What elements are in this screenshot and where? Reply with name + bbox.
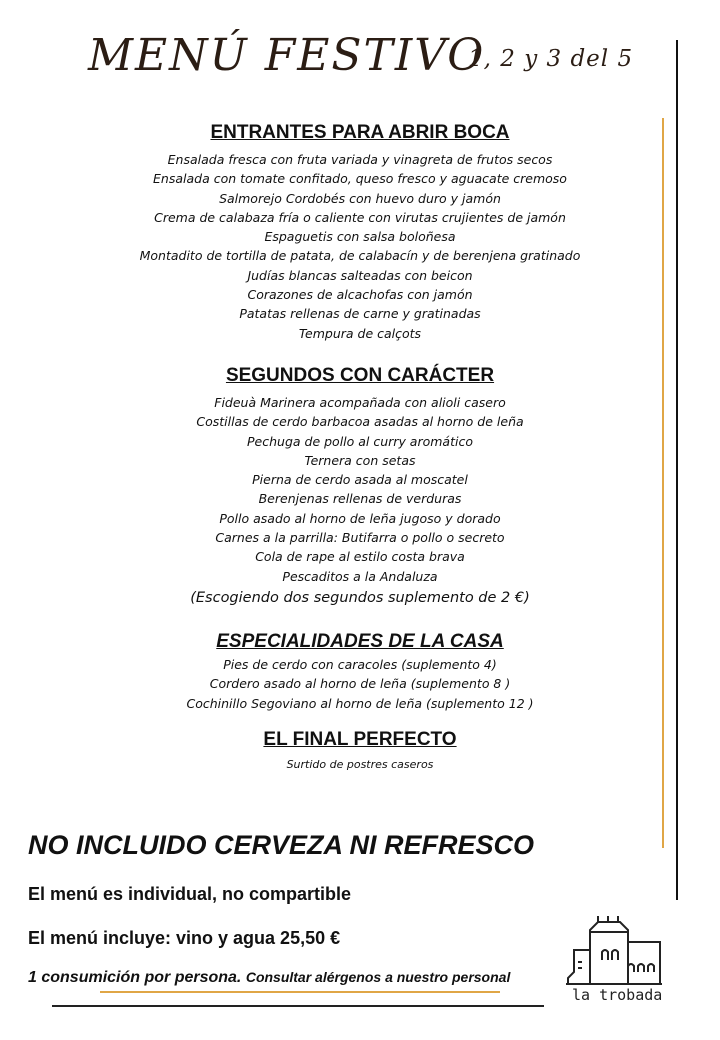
list-item: Pollo asado al horno de leña jugoso y dorado: [219, 510, 501, 526]
list-item: Cola de rape al estilo costa brava: [255, 549, 465, 565]
allergens-text: Consultar alérgenos a nuestro personal: [245, 969, 511, 985]
list-item: Ensalada con tomate confitado, queso fresco y aguacate cremoso: [153, 171, 567, 187]
list-item: Berenjenas rellenas de verduras: [258, 491, 462, 507]
section-title: ESPECIALIDADES DE LA CASA: [216, 631, 504, 652]
list-item: Pechuga de pollo al curry aromático: [247, 433, 473, 449]
not-included-banner: NO INCLUIDO CERVEZA NI REFRESCO: [28, 830, 535, 860]
list-item: Montadito de tortilla de patata, de calabacín y de berenjena gratinado: [139, 248, 581, 264]
list-item: Patatas rellenas de carne y gratinadas: [239, 306, 481, 322]
list-item: Espaguetis con salsa boloñesa: [264, 229, 456, 245]
list-item: Cordero asado al horno de leña (suplemento 8 ): [209, 676, 511, 692]
section-postres: [40, 727, 680, 774]
list-item: Pies de cerdo con caracoles (suplemento 4): [223, 657, 497, 672]
price-line: El menú incluye: vino y agua 25,50 €: [28, 928, 341, 948]
menu-dates: 1, 2 y 3 del 5: [468, 46, 634, 72]
list-item: Corazones de alcachofas con jamón: [247, 287, 473, 303]
list-item: Ensalada fresca con fruta variada y vinagreta de frutos secos: [167, 152, 553, 167]
individual-note: El menú es individual, no compartible: [28, 884, 352, 904]
list-item: Crema de calabaza fría o caliente con virutas crujientes de jamón: [154, 209, 566, 225]
menu-title: MENÚ FESTIVO: [88, 30, 486, 81]
list-item: Ternera con setas: [304, 452, 416, 468]
section-title: SEGUNDOS CON CARÁCTER: [225, 365, 495, 386]
consumption-text: 1 consumición por persona.: [28, 969, 242, 986]
list-item: Judías blancas salteadas con beicon: [247, 267, 473, 283]
section-segundos: [40, 363, 680, 609]
list-item: Pescaditos a la Andaluza: [282, 568, 438, 584]
section-especialidades: [40, 629, 680, 713]
item-list: [40, 393, 680, 586]
list-item: Salmorejo Cordobés con huevo duro y jamón: [219, 190, 501, 206]
accent-underline: [100, 991, 500, 993]
list-item: Pierna de cerdo asada al moscatel: [252, 472, 468, 488]
menu-header: [0, 30, 720, 90]
item-list: [40, 755, 680, 774]
section-title: EL FINAL PERFECTO: [263, 729, 457, 750]
logo-name: la trobada: [572, 986, 663, 1004]
supplement-note: (Escogiendo dos segundos suplemento de 2 €): [190, 589, 530, 606]
list-item: Surtido de postres caseros: [286, 758, 434, 771]
list-item: Tempura de calçots: [298, 325, 422, 341]
section-entrantes: [40, 120, 680, 343]
item-list: [40, 655, 680, 713]
list-item: Costillas de cerdo barbacoa asadas al horno de leña: [196, 414, 524, 430]
list-item: Cochinillo Segoviano al horno de leña (suplemento 12 ): [186, 695, 534, 711]
consumption-line: [28, 969, 588, 987]
list-item: Fideuà Marinera acompañada con alioli casero: [214, 395, 506, 410]
item-list: [40, 150, 680, 343]
footer-rule: [52, 1005, 544, 1007]
list-item: Carnes a la parrilla: Butifarra o pollo o secreto: [215, 530, 505, 546]
section-title: ENTRANTES PARA ABRIR BOCA: [210, 122, 510, 143]
